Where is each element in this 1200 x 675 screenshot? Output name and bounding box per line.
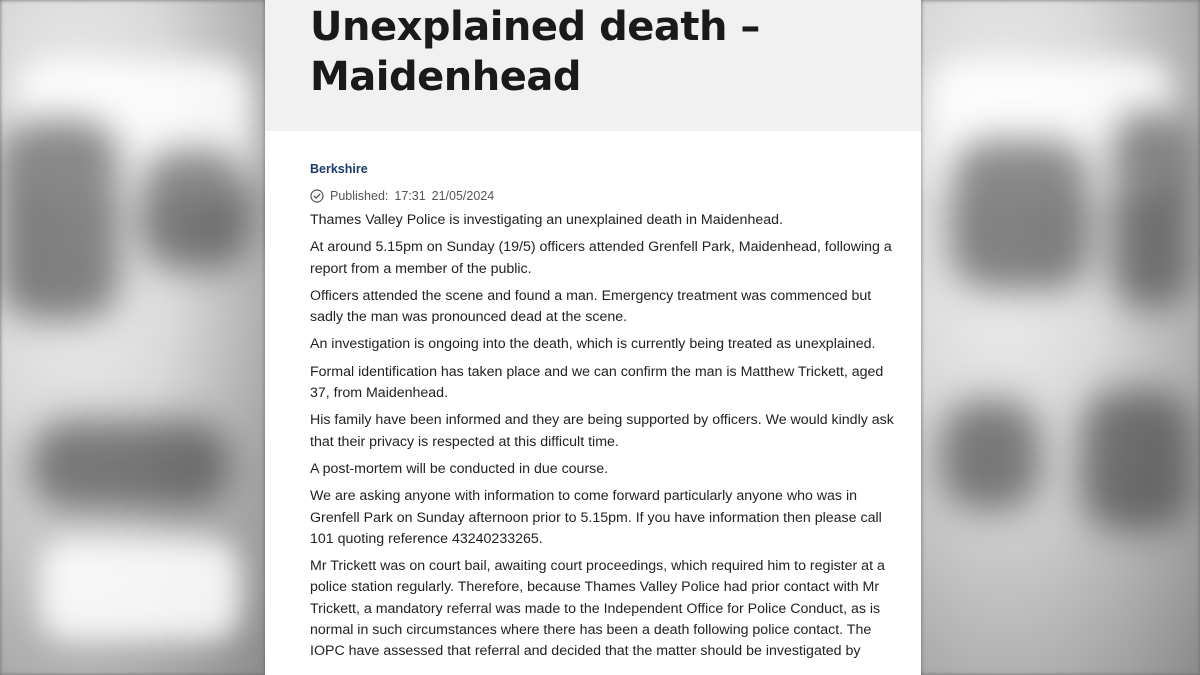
article-card	[265, 0, 921, 675]
article-title: Unexplained death – Maidenhead	[310, 4, 760, 100]
published-label: Published:	[330, 189, 389, 203]
article-paragraph: Thames Valley Police is investigating an unexplained death in Maidenhead.	[310, 212, 783, 228]
published-info	[310, 184, 895, 208]
region-link[interactable]: Berkshire	[310, 162, 368, 176]
blurred-background-right	[921, 0, 1200, 675]
published-date: 21/05/2024	[431, 189, 495, 203]
article-paragraph: A post-mortem will be conducted in due course.	[310, 460, 609, 477]
article-paragraph: We are asking anyone with information to come forward particularly anyone who was in Grenfell Park on Sunday afternoon prior to 5.15pm. If you have information then please call 101 quoting reference 43240233265.	[310, 488, 882, 547]
article-paragraph: Officers attended the scene and found a man. Emergency treatment was commenced but sadly the man was pronounced dead at the scene.	[310, 287, 872, 326]
article-paragraph: Mr Trickett was on court bail, awaiting court proceedings, which required him to register at a police station regularly. Therefore, because Thames Valley Police had prior contact with Mr Trickett, a mandatory referral was made to the Independent Office for Police Conduct, as is normal in such circumstances where there has been a death following police contact. The IOPC have assessed that referral and decided that the matter should be investigated by	[310, 558, 885, 660]
article-paragraph: Formal identification has taken place and we can confirm the man is Matthew Trickett, aged 37, from Maidenhead.	[310, 363, 884, 402]
blurred-background-left	[0, 0, 265, 675]
article-paragraph: An investigation is ongoing into the death, which is currently being treated as unexplained.	[310, 336, 876, 353]
check-circle-icon	[310, 189, 324, 203]
article-header	[265, 0, 921, 131]
article-paragraph: His family have been informed and they are being supported by officers. We would kindly ask that their privacy is respected at this difficult time.	[310, 412, 894, 450]
article-paragraph: At around 5.15pm on Sunday (19/5) officers attended Grenfell Park, Maidenhead, following a report from a member of the public.	[310, 239, 892, 277]
article-body	[310, 160, 895, 669]
published-time: 17:31	[394, 189, 426, 203]
